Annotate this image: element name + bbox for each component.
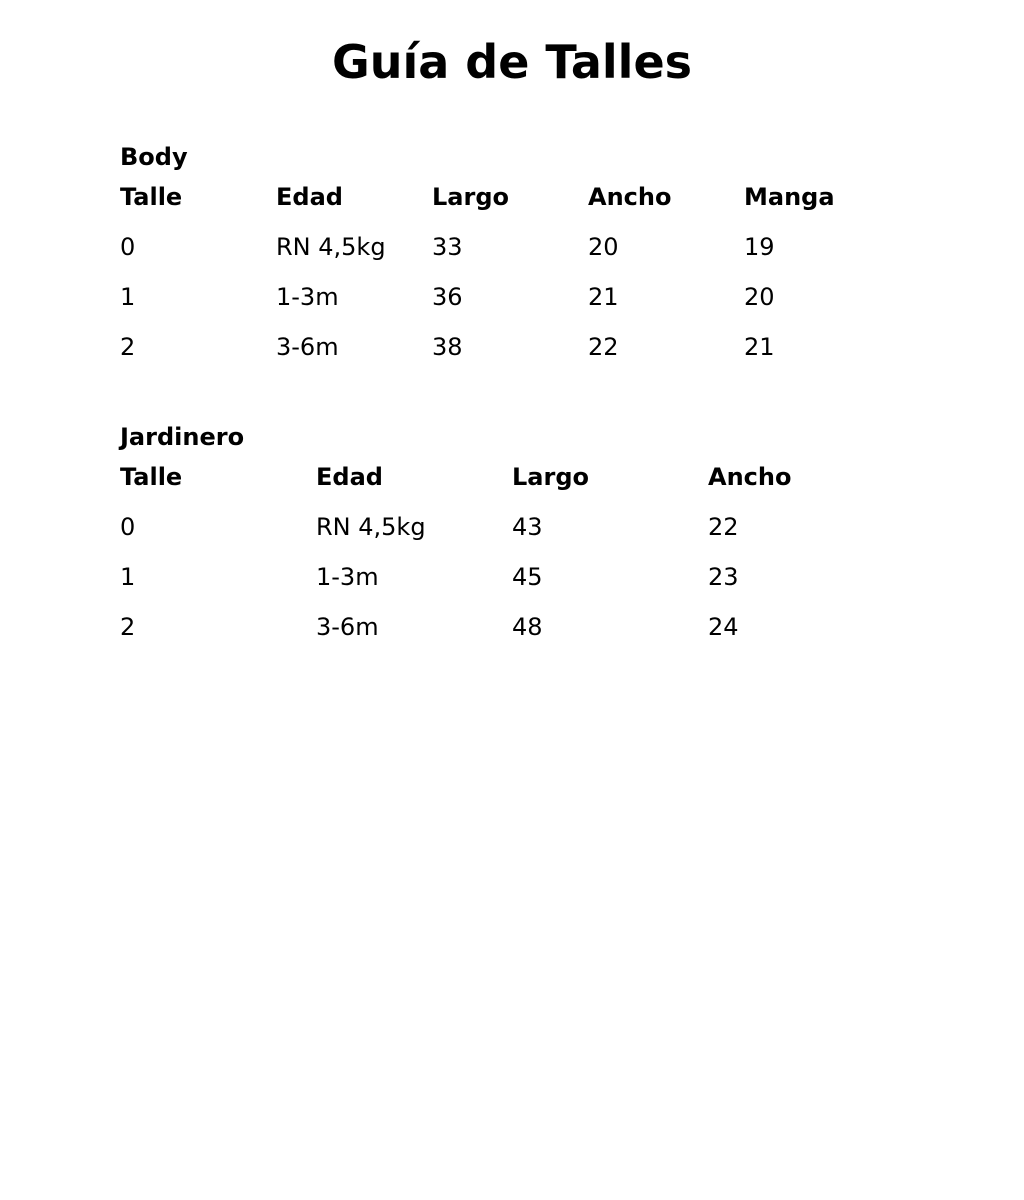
table-cell: 33 [432, 233, 463, 261]
table-row [120, 230, 900, 280]
section-title-jardinero: Jardinero [120, 423, 245, 451]
table-row [120, 330, 900, 380]
table-row [120, 560, 904, 610]
table-cell: 2 [120, 333, 136, 361]
table-row [120, 610, 904, 660]
table-cell: 38 [432, 333, 463, 361]
column-header-edad: Edad [316, 463, 383, 491]
page-title: Guía de Talles [331, 35, 693, 89]
table-cell: 22 [708, 513, 739, 541]
column-header-edad: Edad [276, 183, 343, 211]
table-cell: 43 [512, 513, 543, 541]
table-cell: 1 [120, 563, 136, 591]
table-cell: 24 [708, 613, 739, 641]
table-cell: 19 [744, 233, 775, 261]
jardinero-size-section [120, 420, 904, 660]
table-cell: 23 [708, 563, 739, 591]
column-header-talle: Talle [120, 183, 183, 211]
body-size-section [120, 140, 900, 380]
table-header-row [120, 180, 900, 230]
table-cell: 0 [120, 233, 136, 261]
table-cell: 1 [120, 283, 136, 311]
body-size-table [120, 180, 900, 380]
table-cell: 2 [120, 613, 136, 641]
column-header-manga: Manga [744, 183, 835, 211]
table-header-row [120, 460, 904, 510]
table-cell: 22 [588, 333, 619, 361]
table-cell: 48 [512, 613, 543, 641]
table-cell: 21 [744, 333, 775, 361]
table-cell: 0 [120, 513, 136, 541]
table-row [120, 280, 900, 330]
table-cell: 45 [512, 563, 543, 591]
section-title-body: Body [120, 143, 188, 171]
jardinero-size-table [120, 460, 904, 660]
table-cell: 3-6m [276, 333, 339, 361]
column-header-ancho: Ancho [588, 183, 672, 211]
table-cell: 20 [588, 233, 619, 261]
column-header-ancho: Ancho [708, 463, 792, 491]
table-cell: 20 [744, 283, 775, 311]
table-cell: 36 [432, 283, 463, 311]
table-cell: 1-3m [276, 283, 339, 311]
table-cell: 1-3m [316, 563, 379, 591]
table-cell: 3-6m [316, 613, 379, 641]
table-row [120, 510, 904, 560]
column-header-largo: Largo [512, 463, 589, 491]
column-header-largo: Largo [432, 183, 509, 211]
column-header-talle: Talle [120, 463, 183, 491]
table-cell: RN 4,5kg [276, 233, 386, 261]
table-cell: RN 4,5kg [316, 513, 426, 541]
table-cell: 21 [588, 283, 619, 311]
